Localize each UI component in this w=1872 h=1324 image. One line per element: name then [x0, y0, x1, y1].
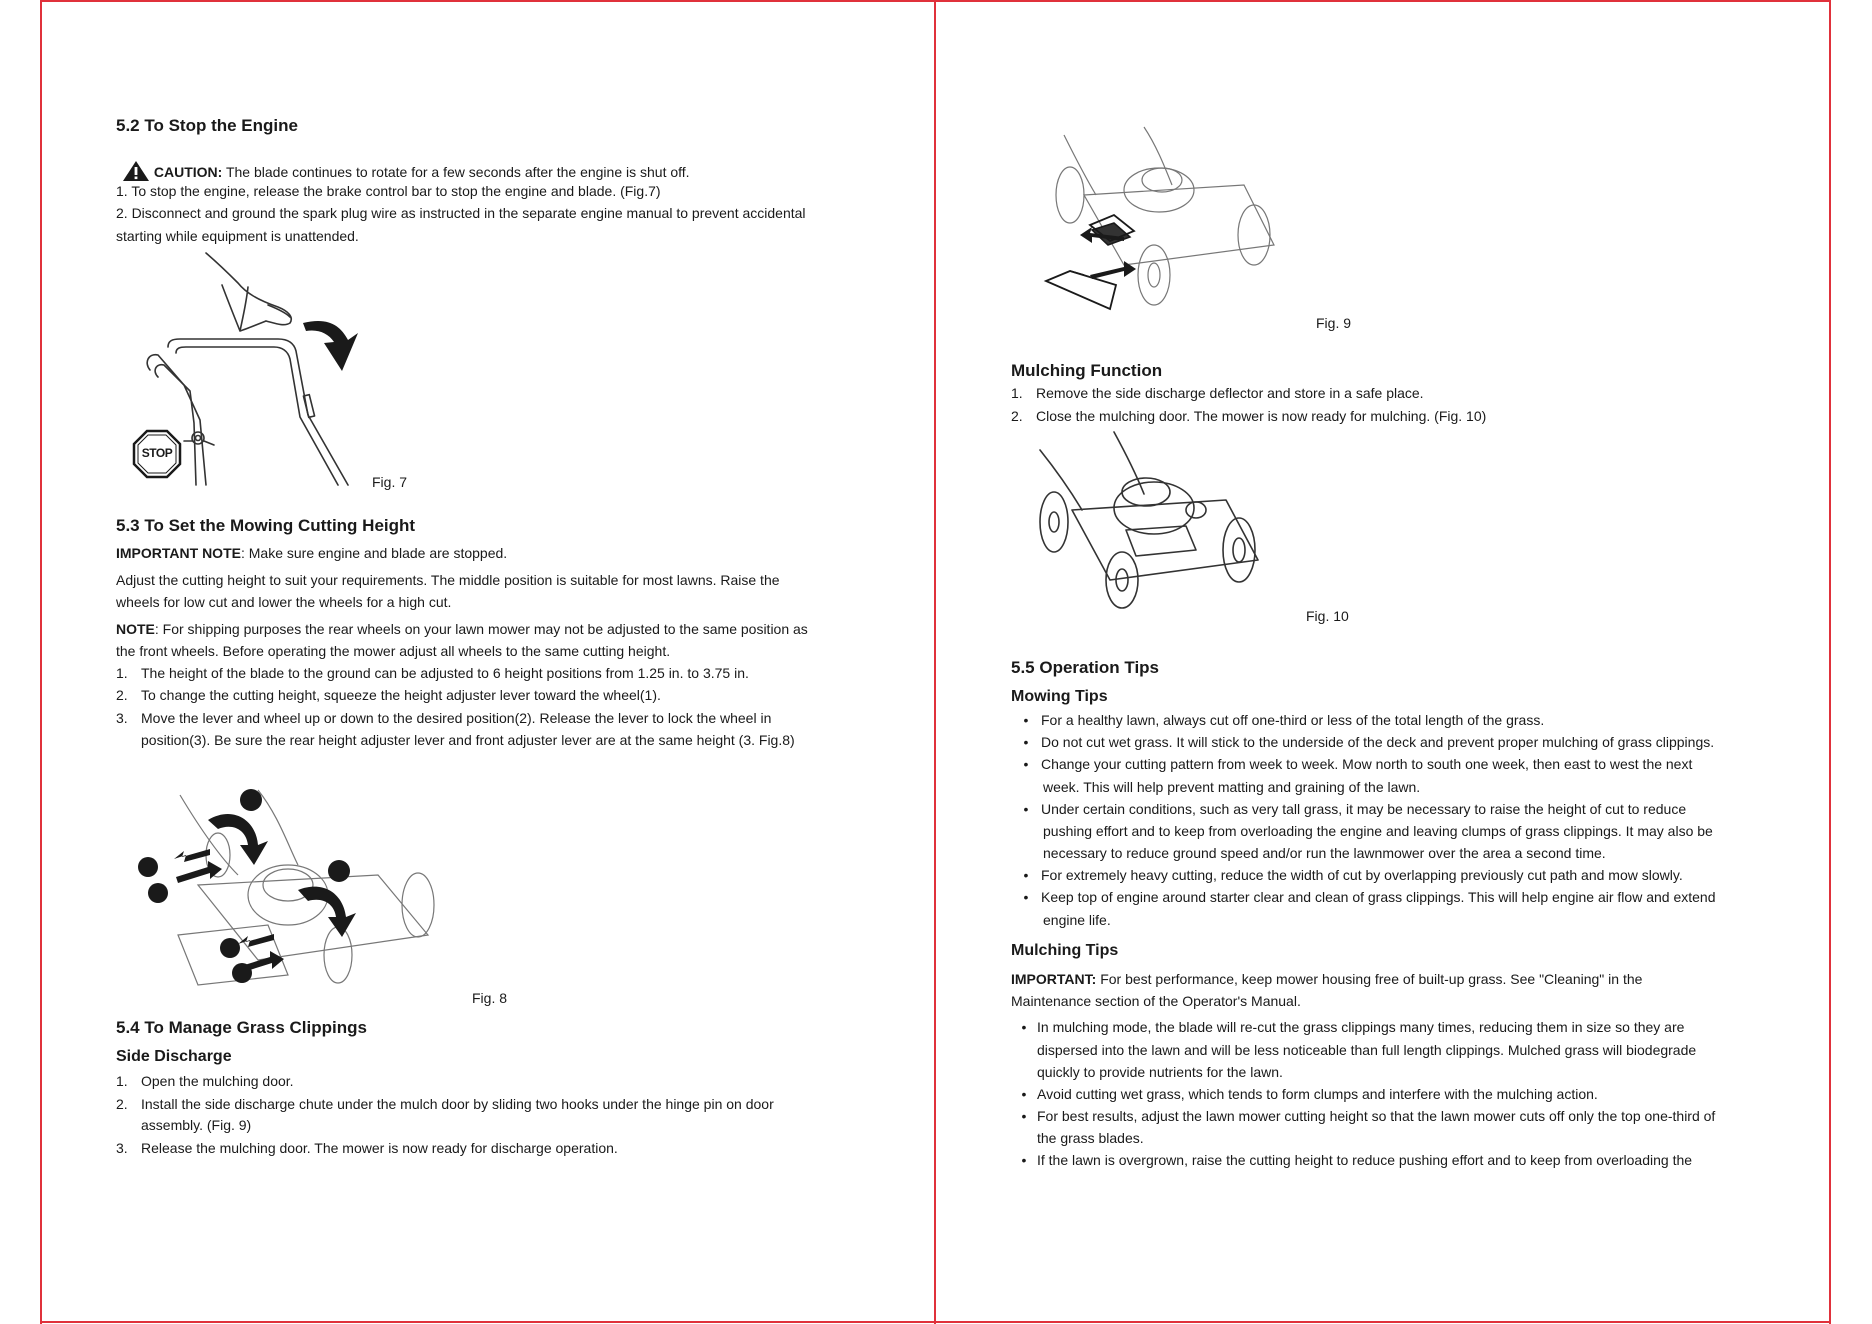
list-text: Release the mulching door. The mower is now ready for discharge operation.	[141, 1140, 618, 1156]
list-text: Close the mulching door. The mower is now ready for mulching. (Fig. 10)	[1036, 408, 1487, 424]
list-text: For extremely heavy cutting, reduce the width of cut by overlapping previously cut path and mow slowly.	[1041, 867, 1683, 883]
list-number: 2.	[116, 687, 128, 703]
mowing-tip-5: • For extremely heavy cutting, reduce the width of cut by overlapping previously cut path and mow slowly.	[1023, 867, 1683, 883]
mulching-tip-1-cont1: dispersed into the lawn and will be less noticeable than full length clippings. Mulched grass will biodegrade	[1037, 1042, 1697, 1058]
mowing-tip-1: • For a healthy lawn, always cut off one-third or less of the total length of the grass.	[1023, 712, 1545, 728]
stop-step-2-cont: starting while equipment is unattended.	[116, 228, 359, 244]
mulching-tip-3: • For best results, adjust the lawn mower cutting height so that the lawn mower cuts off only the top one-third of	[1021, 1108, 1716, 1124]
mulching-important	[1011, 968, 1642, 990]
warning-icon	[122, 160, 150, 182]
height-step-2	[116, 684, 661, 706]
height-step-3	[116, 707, 771, 729]
mulch-step-1	[1011, 382, 1424, 404]
shipping-note	[116, 618, 808, 640]
list-text: Change your cutting pattern from week to week. Mow north to south one week, then east to west the next	[1041, 756, 1693, 772]
list-number: 1.	[116, 665, 128, 681]
figure-10-mulching-mower-illustration	[1036, 430, 1276, 610]
caution-text: The blade continues to rotate for a few seconds after the engine is shut off.	[225, 164, 690, 180]
list-number: 3.	[116, 1140, 128, 1156]
height-paragraph: Adjust the cutting height to suit your requirements. The middle position is suitable for most lawns. Raise the	[116, 572, 780, 588]
figure-10-caption: Fig. 10	[1306, 608, 1349, 624]
caution-label: CAUTION:	[153, 164, 223, 180]
stop-step-1: 1. To stop the engine, release the brake control bar to stop the engine and blade. (Fig.7)	[116, 183, 661, 199]
list-number: 2.	[116, 1096, 128, 1112]
list-text: Do not cut wet grass. It will stick to the underside of the deck and prevent proper mulching of grass clippings.	[1041, 734, 1715, 750]
list-text: In mulching mode, the blade will re-cut the grass clippings many times, reducing them in size so they are	[1037, 1019, 1685, 1035]
important-note-text: : Make sure engine and blade are stopped.	[240, 545, 508, 561]
section-title-mulching-function: Mulching Function	[1011, 361, 1163, 380]
mowing-tip-6: • Keep top of engine around starter clear and clean of grass clippings. This will help engine air flow and extend	[1023, 889, 1716, 905]
mowing-tip-6-cont: engine life.	[1043, 912, 1111, 928]
list-text: For best results, adjust the lawn mower cutting height so that the lawn mower cuts off only the top one-third of	[1037, 1108, 1716, 1124]
height-step-1	[116, 662, 749, 684]
discharge-step-2	[116, 1093, 774, 1115]
list-number: 1.	[116, 1073, 128, 1089]
list-text: Avoid cutting wet grass, which tends to form clumps and interfere with the mulching action.	[1037, 1086, 1598, 1102]
subsection-title-mowing-tips: Mowing Tips	[1011, 688, 1108, 705]
discharge-step-3	[116, 1137, 618, 1159]
list-text: Under certain conditions, such as very tall grass, it may be necessary to raise the height of cut to reduce	[1041, 801, 1687, 817]
list-number: 3.	[116, 710, 128, 726]
list-text: Move the lever and wheel up or down to the desired position(2). Release the lever to lock the wheel in	[141, 710, 772, 726]
subsection-title-side-discharge: Side Discharge	[116, 1048, 232, 1065]
important-text: For best performance, keep mower housing free of built-up grass. See "Cleaning" in the	[1100, 971, 1643, 987]
section-title-cutting-height: 5.3 To Set the Mowing Cutting Height	[116, 516, 416, 535]
mulch-step-2	[1011, 405, 1486, 427]
figure-9-caption: Fig. 9	[1316, 315, 1352, 331]
stop-step-2: 2. Disconnect and ground the spark plug wire as instructed in the separate engine manual to prevent accidental	[116, 205, 806, 221]
subsection-title-mulching-tips: Mulching Tips	[1011, 942, 1119, 959]
left-page	[0, 0, 934, 1324]
list-text: The height of the blade to the ground can be adjusted to 6 height positions from 1.25 in. to 3.75 in.	[141, 665, 749, 681]
list-number: 1.	[1011, 385, 1023, 401]
mowing-tip-3: • Change your cutting pattern from week to week. Mow north to south one week, then east to west the next	[1023, 756, 1693, 772]
list-text: Install the side discharge chute under the mulch door by sliding two hooks under the hinge pin on door	[141, 1096, 774, 1112]
shipping-note-cont: the front wheels. Before operating the mower adjust all wheels to the same cutting height.	[116, 643, 671, 659]
discharge-step-1	[116, 1070, 294, 1092]
figure-9-discharge-chute-illustration	[1044, 125, 1294, 315]
mulching-tip-1-cont2: quickly to provide nutrients for the lawn.	[1037, 1064, 1283, 1080]
figure-8-height-adjust-illustration	[138, 785, 438, 985]
note-label: NOTE	[116, 621, 155, 637]
figure-8-caption: Fig. 8	[472, 990, 508, 1006]
mulching-important-cont: Maintenance section of the Operator's Manual.	[1011, 993, 1301, 1009]
note-text: : For shipping purposes the rear wheels on your lawn mower may not be adjusted to the same position as	[154, 621, 808, 637]
mowing-tip-2: • Do not cut wet grass. It will stick to the underside of the deck and prevent proper mulching of grass clippings.	[1023, 734, 1715, 750]
mowing-tip-4: • Under certain conditions, such as very tall grass, it may be necessary to raise the height of cut to reduce	[1023, 801, 1687, 817]
height-step-3-cont: position(3). Be sure the rear height adjuster lever and front adjuster lever are at the same height (3. Fig.8)	[141, 732, 795, 748]
list-text: To change the cutting height, squeeze the height adjuster lever toward the wheel(1).	[141, 687, 661, 703]
list-text: Keep top of engine around starter clear and clean of grass clippings. This will help engine air flow and extend	[1041, 889, 1716, 905]
section-title-grass-clippings: 5.4 To Manage Grass Clippings	[116, 1018, 367, 1037]
caution-line	[122, 155, 690, 183]
important-note-label: IMPORTANT NOTE	[116, 545, 241, 561]
mulching-tip-3-cont: the grass blades.	[1037, 1130, 1144, 1146]
mowing-tip-3-cont: week. This will help prevent matting and graining of the lawn.	[1043, 779, 1421, 795]
mowing-tip-4-cont1: pushing effort and to keep from overloading the engine and leaving clumps of grass clippings. It may also be	[1043, 823, 1713, 839]
mulching-tip-1: • In mulching mode, the blade will re-cut the grass clippings many times, reducing them in size so they are	[1021, 1019, 1685, 1035]
height-paragraph-cont: wheels for low cut and lower the wheels for a high cut.	[116, 594, 452, 610]
right-page	[936, 0, 1829, 1324]
list-text: Open the mulching door.	[141, 1073, 294, 1089]
stop-sign-label: STOP	[141, 446, 173, 460]
figure-7-caption: Fig. 7	[372, 474, 408, 490]
section-title-stop-engine: 5.2 To Stop the Engine	[116, 116, 298, 135]
page-border-right	[1829, 0, 1831, 1324]
mulching-tip-4: • If the lawn is overgrown, raise the cutting height to reduce pushing effort and to keep from overloading the	[1021, 1152, 1693, 1168]
important-label: IMPORTANT:	[1011, 971, 1097, 987]
mowing-tip-4-cont2: necessary to reduce ground speed and/or run the lawnmower over the area a second time.	[1043, 845, 1606, 861]
discharge-step-2-cont: assembly. (Fig. 9)	[141, 1117, 252, 1133]
list-text: If the lawn is overgrown, raise the cutting height to reduce pushing effort and to keep from overloading the	[1037, 1152, 1693, 1168]
list-text: For a healthy lawn, always cut off one-third or less of the total length of the grass.	[1041, 712, 1545, 728]
list-text: Remove the side discharge deflector and store in a safe place.	[1036, 385, 1424, 401]
mulching-tip-2: • Avoid cutting wet grass, which tends to form clumps and interfere with the mulching action.	[1021, 1086, 1598, 1102]
section-title-operation-tips: 5.5 Operation Tips	[1011, 658, 1160, 677]
important-note	[116, 542, 507, 564]
list-number: 2.	[1011, 408, 1023, 424]
